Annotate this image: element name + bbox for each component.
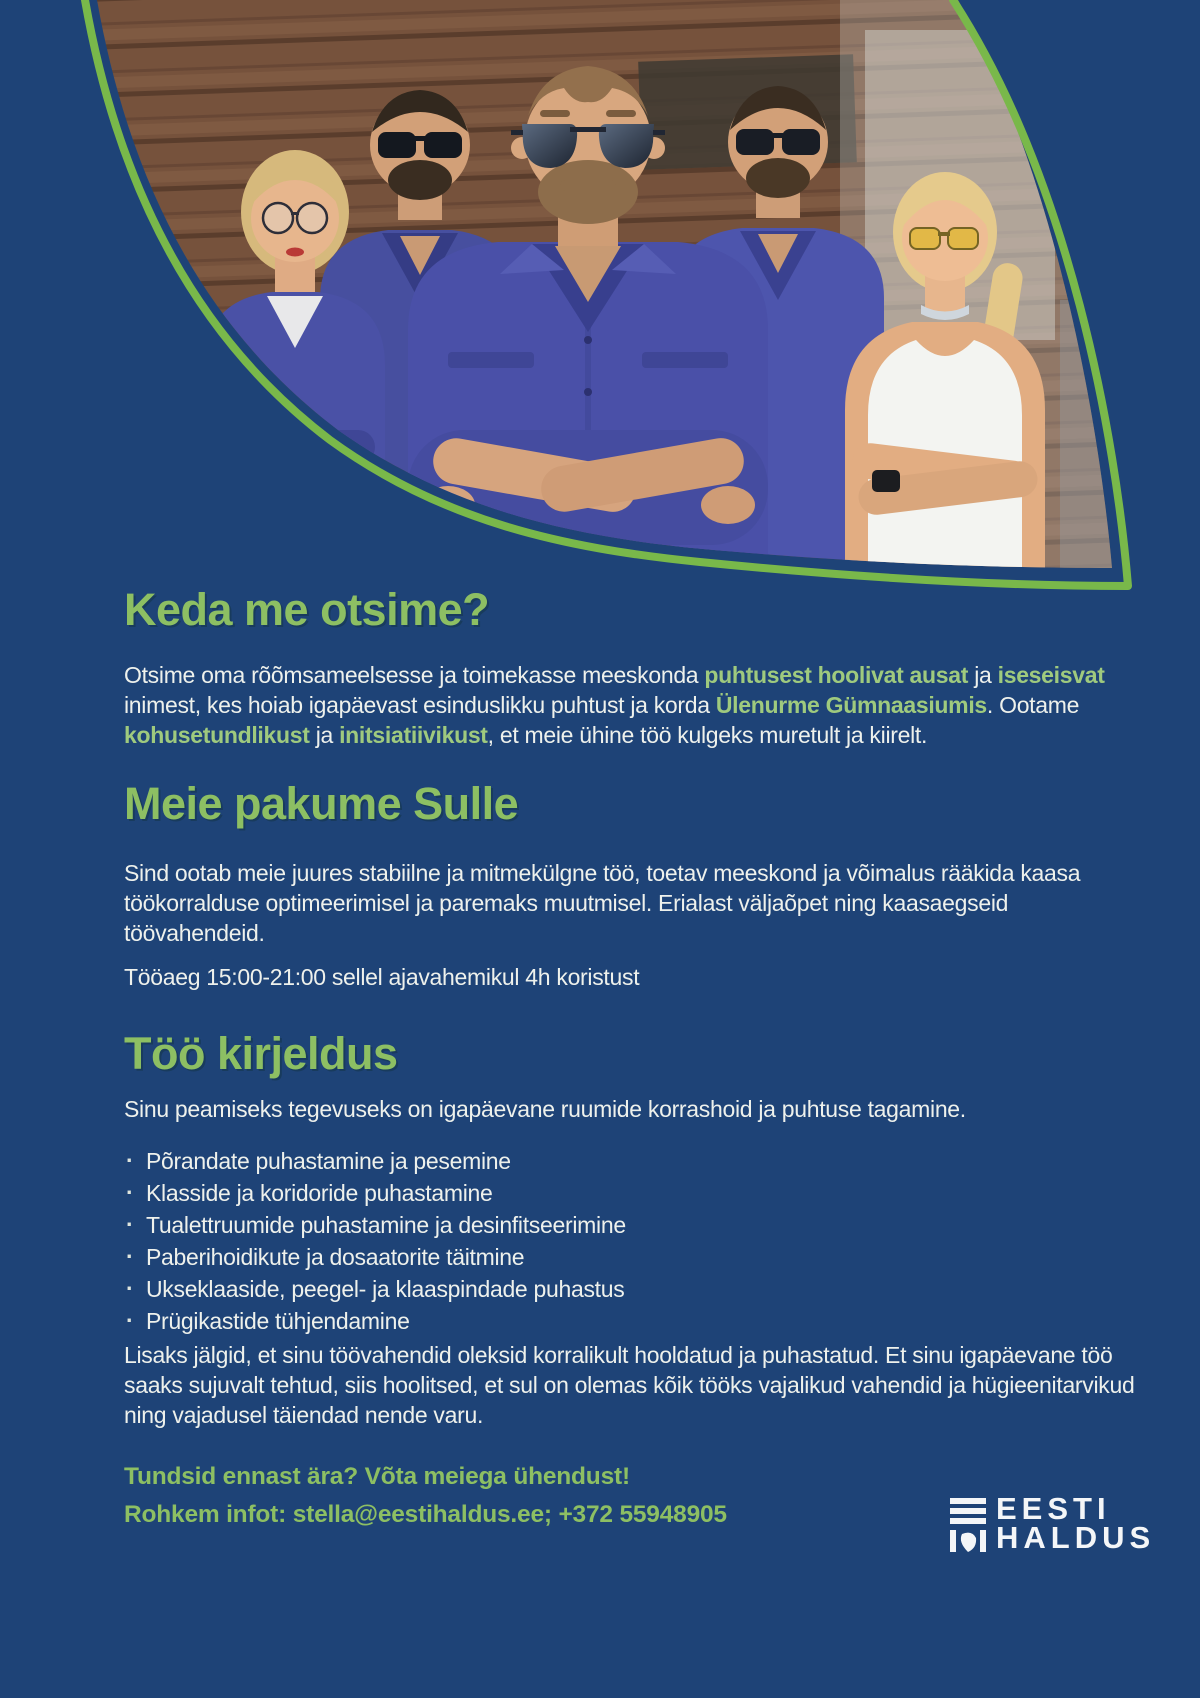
task-list-item: · Paberihoidikute ja dosaatorite täitmine (124, 1242, 1134, 1272)
text-segment: inimest, kes hoiab igapäevast esinduslikku puhtust ja korda (124, 692, 716, 718)
highlighted-text: puhtusest hoolivat ausat (704, 662, 969, 688)
hero-photo (0, 0, 1200, 620)
job-outro: Lisaks jälgid, et sinu töövahendid oleksid korralikult hooldatud ja puhastatud. Et sinu igapäevane töö saaks sujuvalt tehtud, siis hoolitsed, et sul on olemas kõik tööks vajalikud vahendid ja hügieenitarvikud ning vajadusel täiendad nende varu. (124, 1342, 1135, 1428)
contact-info: Rohkem infot: stella@eestihaldus.ee; +372 55948905 (124, 1501, 727, 1528)
highlighted-text: initsiatiivikust (339, 722, 488, 748)
who-paragraph (124, 660, 1114, 750)
logo-text-line2: HALDUS (996, 1520, 1156, 1555)
contact-block (124, 1458, 884, 1534)
highlighted-text: kohusetundlikust (124, 722, 310, 748)
cleaning-team-photo (0, 0, 1200, 620)
job-intro: Sinu peamiseks tegevuseks on igapäevane ruumide korrashoid ja puhtuse tagamine. (124, 1096, 966, 1122)
text-segment: ja (968, 662, 998, 688)
task-list (124, 1146, 1134, 1338)
task-list-item: · Ukseklaaside, peegel- ja klaaspindade puhastus (124, 1274, 1134, 1304)
bars-and-leaf-icon (950, 1496, 988, 1554)
offer-paragraph: Sind ootab meie juures stabiilne ja mitmekülgne töö, toetav meeskond ja võimalus rääkida kaasa töökorralduse optimeerimisel ja paremaks muutmisel. Erialast väljaõpet ning kaasaegseid töövahendeid. (124, 860, 1081, 946)
task-list-item: · Tualettruumide puhastamine ja desinfitseerimine (124, 1210, 1134, 1240)
highlighted-text: iseseisvat (997, 662, 1105, 688)
highlighted-text: Ülenurme Gümnaasiumis (715, 692, 987, 718)
text-segment: . Ootame (986, 692, 1080, 718)
section-title-job: Töö kirjeldus (124, 1028, 398, 1079)
task-list-item: · Klasside ja koridoride puhastamine (124, 1178, 1134, 1208)
section-title-who: Keda me otsime? (124, 584, 490, 635)
task-list-item: · Prügikastide tühjendamine (124, 1306, 1134, 1336)
eesti-haldus-logo (950, 1491, 1180, 1556)
text-segment: ja (309, 722, 340, 748)
section-title-offer: Meie pakume Sulle (124, 778, 519, 829)
task-list-item: · Põrandate puhastamine ja pesemine (124, 1146, 1134, 1176)
logo-text-line1: EESTI (996, 1491, 1111, 1526)
contact-callout: Tundsid ennast ära? Võta meiega ühendust! (124, 1463, 630, 1490)
text-segment: , et meie ühine töö kulgeks muretult ja kiirelt. (487, 722, 928, 748)
text-segment: Otsime oma rõõmsameelsesse ja toimekasse meeskonda (124, 662, 705, 688)
worktime-line: Tööaeg 15:00-21:00 sellel ajavahemikul 4h koristust (124, 964, 640, 990)
